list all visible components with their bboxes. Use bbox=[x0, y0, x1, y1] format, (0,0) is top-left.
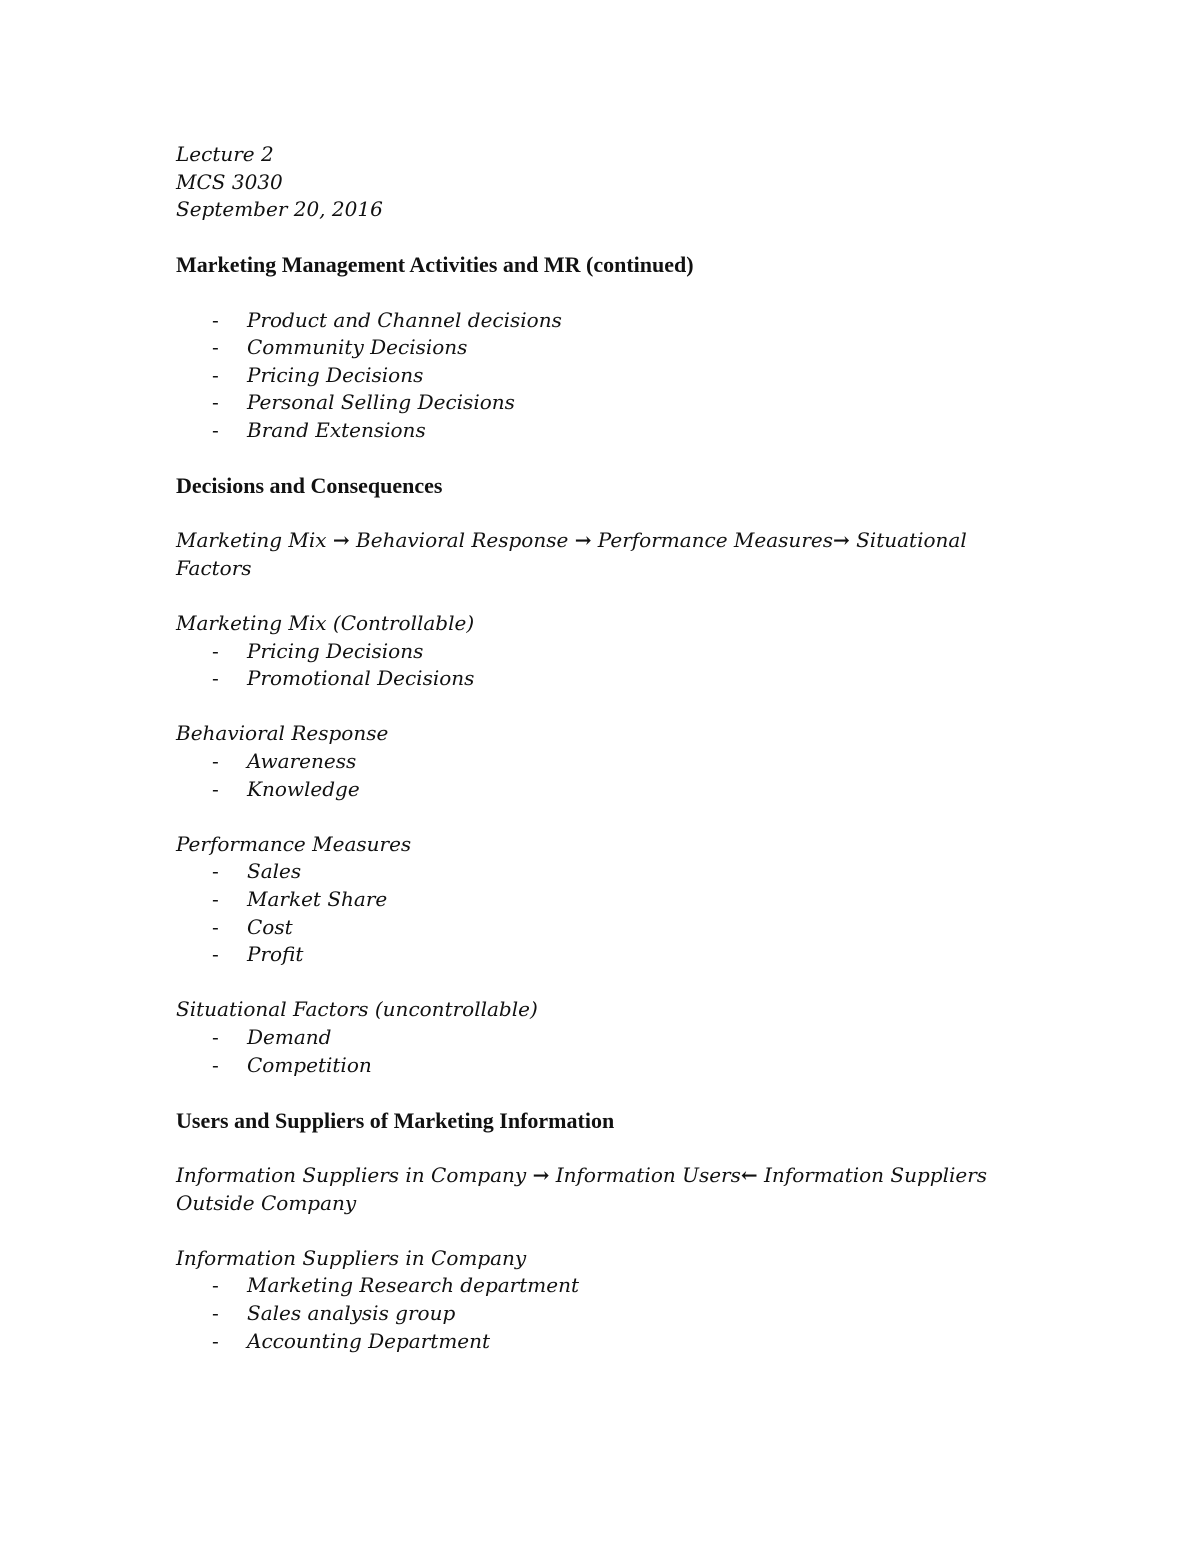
dash-bullet: - bbox=[212, 1025, 219, 1049]
dash-bullet: - bbox=[212, 1052, 219, 1077]
list-item: - Promotional Decisions bbox=[176, 665, 1036, 693]
course-code: MCS 3030 bbox=[176, 169, 283, 194]
subsection-title: Information Suppliers in Company bbox=[176, 1245, 527, 1270]
list-item: - Demand bbox=[176, 1024, 1036, 1052]
subsection-title: Situational Factors (uncontrollable) bbox=[176, 997, 538, 1022]
list-item: - Personal Selling Decisions bbox=[176, 389, 1036, 417]
dash-bullet: - bbox=[212, 1273, 219, 1298]
list-item: - Pricing Decisions bbox=[176, 638, 1036, 666]
spacer bbox=[176, 803, 1036, 831]
spacer bbox=[176, 693, 1036, 721]
flow-line: Marketing Mix → Behavioral Response → Performance Measures→ Situational bbox=[176, 528, 967, 553]
list-item: - Product and Channel decisions bbox=[176, 307, 1036, 335]
list-item: - Accounting Department bbox=[176, 1328, 1036, 1356]
dash-bullet: - bbox=[212, 417, 219, 442]
list-item: - Brand Extensions bbox=[176, 417, 1036, 445]
dash-bullet: - bbox=[212, 335, 219, 360]
list-item: - Sales analysis group bbox=[176, 1300, 1036, 1328]
subsection-title: Behavioral Response bbox=[176, 721, 389, 746]
flow-line-continued: Outside Company bbox=[176, 1190, 357, 1215]
arrow-right-icon: → bbox=[832, 528, 850, 553]
spacer bbox=[176, 279, 1036, 307]
spacer bbox=[176, 445, 1036, 473]
arrow-right-icon: → bbox=[532, 1162, 550, 1187]
list-item: - Marketing Research department bbox=[176, 1272, 1036, 1300]
lecture-date: September 20, 2016 bbox=[176, 197, 383, 222]
list-item: - Knowledge bbox=[176, 776, 1036, 804]
dash-bullet: - bbox=[212, 1328, 219, 1353]
subsection-title: Marketing Mix (Controllable) bbox=[176, 611, 475, 636]
list-item: - Competition bbox=[176, 1052, 1036, 1080]
list-item: - Sales bbox=[176, 858, 1036, 886]
dash-bullet: - bbox=[212, 942, 219, 967]
spacer bbox=[176, 500, 1036, 528]
spacer bbox=[176, 224, 1036, 252]
list-item: - Awareness bbox=[176, 748, 1036, 776]
dash-bullet: - bbox=[212, 638, 219, 663]
arrow-left-icon: ← bbox=[740, 1162, 758, 1187]
dash-bullet: - bbox=[212, 776, 219, 801]
dash-bullet: - bbox=[212, 666, 219, 691]
dash-bullet: - bbox=[212, 1300, 219, 1325]
dash-bullet: - bbox=[212, 749, 219, 774]
dash-bullet: - bbox=[212, 859, 219, 884]
spacer bbox=[176, 969, 1036, 997]
flow-line: Information Suppliers in Company → Information Users← Information Suppliers bbox=[176, 1162, 988, 1187]
document-page bbox=[176, 141, 1036, 1355]
list-item: - Market Share bbox=[176, 886, 1036, 914]
heading-users-suppliers: Users and Suppliers of Marketing Information bbox=[176, 1107, 615, 1133]
lecture-label: Lecture 2 bbox=[176, 142, 274, 166]
dash-bullet: - bbox=[212, 887, 219, 912]
arrow-right-icon: → bbox=[332, 528, 350, 553]
list-item: - Cost bbox=[176, 914, 1036, 942]
list-item: - Profit bbox=[176, 941, 1036, 969]
arrow-right-icon: → bbox=[574, 528, 592, 553]
dash-bullet: - bbox=[212, 390, 219, 415]
spacer bbox=[176, 1079, 1036, 1107]
heading-decisions-consequences: Decisions and Consequences bbox=[176, 473, 443, 499]
spacer bbox=[176, 583, 1036, 611]
spacer bbox=[176, 1217, 1036, 1245]
dash-bullet: - bbox=[212, 307, 219, 332]
list-item: - Pricing Decisions bbox=[176, 362, 1036, 390]
subsection-title: Performance Measures bbox=[176, 831, 412, 856]
spacer bbox=[176, 1134, 1036, 1162]
dash-bullet: - bbox=[212, 362, 219, 387]
list-item: - Community Decisions bbox=[176, 334, 1036, 362]
flow-line-continued: Factors bbox=[176, 555, 252, 580]
heading-marketing-management: Marketing Management Activities and MR (continued) bbox=[176, 252, 694, 278]
dash-bullet: - bbox=[212, 914, 219, 939]
